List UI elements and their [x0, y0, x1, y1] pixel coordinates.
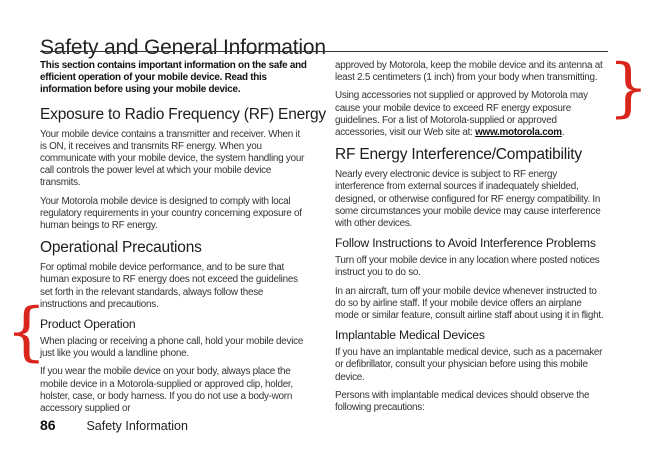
page-title: Safety and General Information	[40, 36, 326, 60]
follow-instructions-heading: Follow Instructions to Avoid Interference Problems	[335, 236, 596, 251]
rf-interference-paragraph: Nearly every electronic device is subject to RF energy interference from external sources if inadequately shielded, designed, or otherwise configured for RF energy compatibility. In some circumstances your mobile device may cause interference with other devices.	[335, 169, 601, 230]
rf-exposure-heading: Exposure to Radio Frequency (RF) Energy	[40, 105, 326, 123]
page-number: 86	[40, 417, 56, 433]
rf-interference-heading: RF Energy Interference/Compatibility	[335, 146, 582, 164]
operational-precautions-heading: Operational Precautions	[40, 239, 202, 257]
intro-paragraph: This section contains important information on the safe and efficient operation of your mobile device. Read this information before using your mobile device.	[40, 60, 307, 96]
implantable-devices-paragraph-2: Persons with implantable medical devices should observe the following precautions:	[335, 389, 590, 414]
follow-instructions-paragraph-2: In an aircraft, turn off your mobile device whenever instructed to do so by airline staff. If your mobile device offers an airplane mode or similar feature, consult airline staff about using it in flight.	[335, 285, 604, 322]
implantable-devices-paragraph-1: If you have an implantable medical device, such as a pacemaker or defibrillator, consult your physician before using this mobile device.	[335, 347, 603, 383]
accessories-text-end: .	[561, 127, 565, 139]
left-brace-marker-icon: {	[6, 295, 47, 369]
title-divider	[40, 51, 608, 52]
accessories-text: Using accessories not supplied or approved by Motorola may cause your mobile device to exceed RF energy exposure guidelines. For a list of Motorola-supplied or approved accessories, visit our Web site at:	[335, 90, 588, 139]
operational-precautions-paragraph: For optimal mobile device performance, and to be sure that human exposure to RF energy does not exceed the guidelines set forth in the relevant standards, always follow these instructions and precautions.	[40, 262, 298, 310]
rf-exposure-paragraph-1: Your mobile device contains a transmitter and receiver. When it is ON, it receives and transmits RF energy. When you communicate with your mobile device, the system handling your call controls the power level at which your mobile device transmits.	[40, 128, 305, 189]
product-operation-heading: Product Operation	[40, 317, 136, 332]
motorola-website-link[interactable]: www.motorola.com	[475, 127, 562, 139]
continued-paragraph: approved by Motorola, keep the mobile device and its antenna at least 2.5 centimeters (1 inch) from your body when transmitting.	[335, 60, 603, 84]
follow-instructions-paragraph-1: Turn off your mobile device in any location where posted notices instruct you to do so.	[335, 255, 600, 279]
left-column	[40, 60, 326, 421]
footer-section-label: Safety Information	[86, 419, 188, 433]
implantable-devices-heading: Implantable Medical Devices	[335, 328, 485, 343]
right-brace-marker-icon: }	[608, 51, 649, 125]
right-column	[335, 60, 607, 420]
product-operation-paragraph-1: When placing or receiving a phone call, hold your mobile device just like you would a landline phone.	[40, 336, 304, 360]
rf-exposure-paragraph-2: Your Motorola mobile device is designed to comply with local regulatory requirements in your country concerning exposure of human beings to RF energy.	[40, 195, 302, 232]
product-operation-paragraph-2: If you wear the mobile device on your body, always place the mobile device in a Motorola-supplied or approved clip, holder, holster, case, or body harness. If you do not use a body-worn accessory supplied or	[40, 366, 293, 415]
accessories-paragraph	[335, 90, 607, 139]
page-footer	[40, 417, 188, 435]
